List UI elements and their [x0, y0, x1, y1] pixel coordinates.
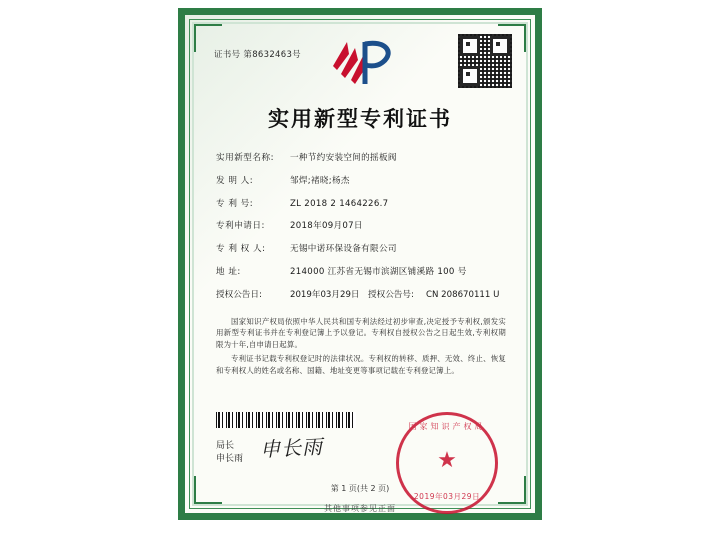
field-grant-row [216, 290, 508, 300]
director-title: 局长 [216, 441, 235, 451]
field-value: 2018年09月07日 [290, 221, 363, 232]
field-label: 授权公告号: [368, 289, 414, 300]
field-application-date [216, 221, 508, 231]
field-value: 214000 江苏省无锡市滨湖区铺溪路 100 号 [290, 267, 467, 278]
field-label: 发 明 人: [216, 175, 254, 186]
field-value: 无锡中诺环保设备有限公司 [290, 244, 397, 255]
field-value: ZL 2018 2 1464226.7 [290, 198, 389, 209]
qr-code-icon [458, 34, 512, 88]
footer-note: 其他事项参见正面 [324, 504, 396, 513]
field-value: 2019年03月29日 [290, 289, 360, 300]
body-paragraph-2: 专利证书记载专利权登记时的法律状况。专利权的转移、质押、无效、终止、恢复和专利权人的姓名或名称、国籍、地址变更等事项记载在专利登记簿上。 [216, 354, 506, 375]
field-label: 实用新型名称: [216, 153, 274, 163]
emblem-star-icon: ★ [437, 447, 457, 473]
barcode [216, 412, 356, 428]
seal-date: 2019年03月29日 [413, 492, 481, 501]
field-address [216, 267, 508, 277]
official-red-seal [396, 412, 498, 514]
body-paragraph-1: 国家知识产权局依照中华人民共和国专利法经过初步审查,决定授予专利权,颁发实用新型专利证书并在专利登记簿上予以登记。专利权自授权公告之日起生效,专利权期限为十年,自申请日起算。 [216, 317, 506, 349]
field-label: 授权公告日: [216, 289, 262, 300]
certificate-fields [216, 153, 508, 313]
field-patent-number [216, 199, 508, 209]
field-utility-model-name [216, 153, 508, 163]
signature-block [216, 440, 243, 466]
field-inventors [216, 176, 508, 186]
field-value: 一种节约安装空间的摇板阀 [290, 153, 397, 163]
patent-certificate [178, 8, 542, 520]
field-value: CN 208670111 U [426, 289, 500, 300]
field-label: 地 址: [216, 267, 241, 278]
field-label: 专 利 权 人: [216, 244, 266, 255]
field-value: 邹焊;褚晓;杨杰 [290, 175, 350, 186]
seal-ring-text: 国家知识产权局 [408, 422, 486, 431]
field-label: 专利申请日: [216, 221, 265, 232]
handwritten-signature: 申长雨 [259, 434, 324, 462]
field-grant-date [216, 290, 368, 300]
cnipa-logo-icon [325, 36, 399, 90]
certificate-number: 证书号 第8632463号 [214, 50, 301, 60]
field-label: 专 利 号: [216, 198, 254, 209]
field-patentee [216, 244, 508, 254]
page-title: 实用新型专利证书 [268, 107, 452, 131]
page-number: 第 1 页(共 2 页) [330, 484, 390, 493]
certificate-body-text [216, 316, 506, 379]
director-name: 申长雨 [216, 454, 244, 465]
field-grant-publication-number [368, 290, 499, 300]
